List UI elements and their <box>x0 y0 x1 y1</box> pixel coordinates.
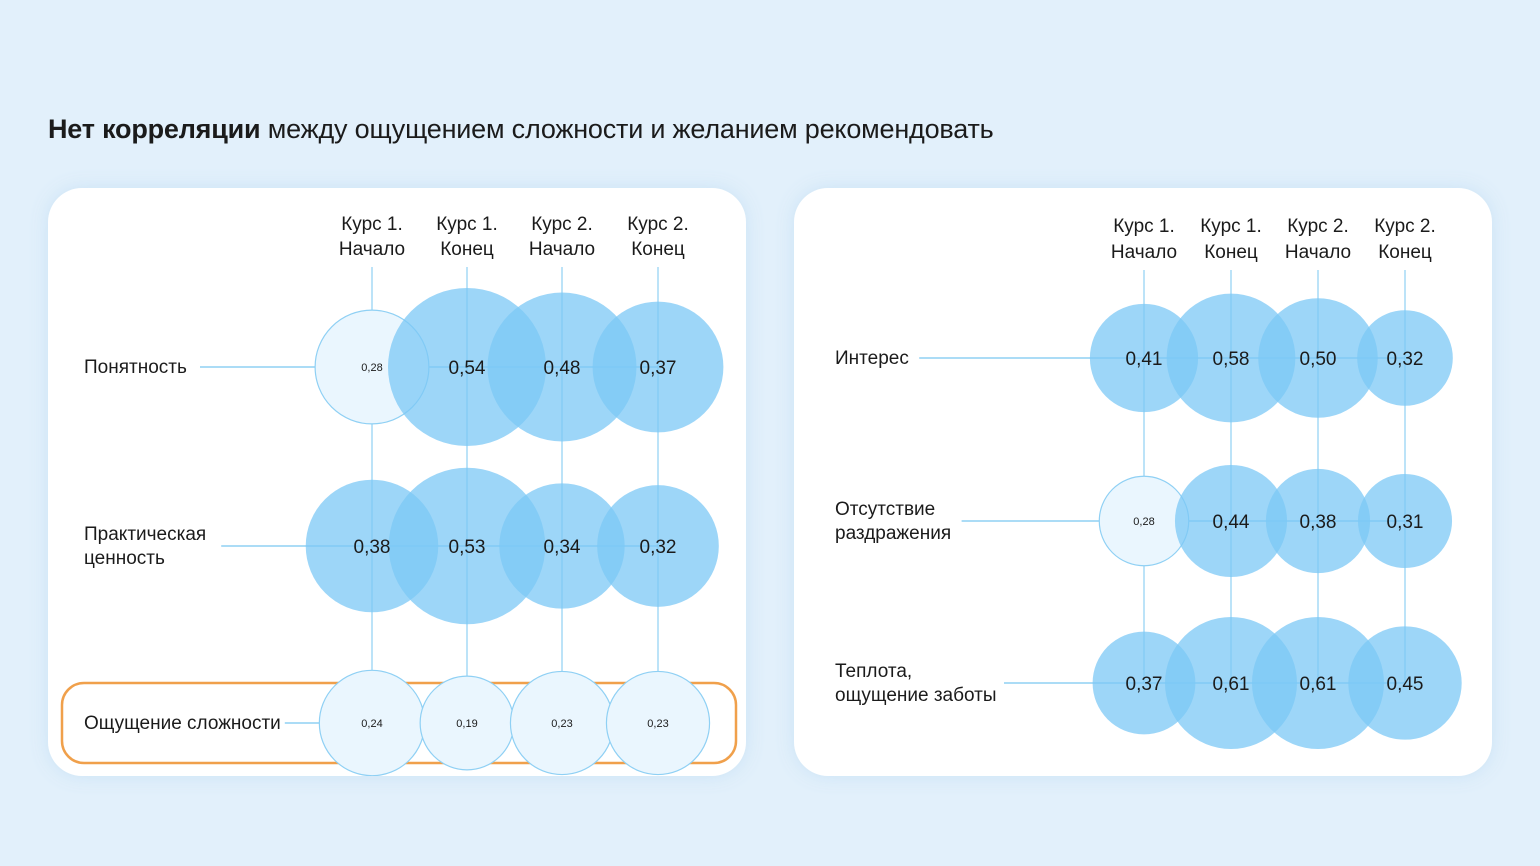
column-header: Начало <box>1110 242 1178 263</box>
data-label: 0,53 <box>448 537 486 558</box>
data-label: 0,48 <box>543 358 581 379</box>
data-label: 0,45 <box>1386 674 1424 695</box>
data-label: 0,32 <box>639 537 677 558</box>
column-header: Курс 2. <box>1374 216 1436 237</box>
row-label: Отсутствие <box>835 499 936 520</box>
column-header: Курс 1. <box>341 214 403 235</box>
data-label: 0,32 <box>1386 349 1424 370</box>
column-header: Конец <box>631 239 685 260</box>
data-label: 0,37 <box>639 358 677 379</box>
column-header: Курс 2. <box>531 214 593 235</box>
data-label: 0,23 <box>647 718 669 730</box>
column-header: Курс 1. <box>436 214 498 235</box>
column-header: Курс 2. <box>627 214 689 235</box>
column-header: Начало <box>338 239 406 260</box>
row-label: Теплота, <box>835 661 913 682</box>
data-label: 0,61 <box>1299 674 1337 695</box>
column-header: Курс 2. <box>1287 216 1349 237</box>
data-label: 0,37 <box>1125 674 1163 695</box>
row-label: Понятность <box>84 357 187 378</box>
data-label: 0,41 <box>1125 349 1163 370</box>
chart-card-left <box>48 188 746 776</box>
row-label: ощущение заботы <box>835 685 997 706</box>
data-label: 0,50 <box>1299 349 1337 370</box>
title-rest: между ощущением сложности и желанием рекомендовать <box>260 114 994 144</box>
column-header: Конец <box>1204 242 1258 263</box>
column-header: Конец <box>440 239 494 260</box>
data-label: 0,28 <box>1133 516 1155 528</box>
data-label: 0,44 <box>1212 512 1250 533</box>
row-label: Интерес <box>835 348 909 369</box>
column-header: Начало <box>528 239 596 260</box>
data-label: 0,24 <box>361 718 383 730</box>
data-label: 0,61 <box>1212 674 1250 695</box>
data-label: 0,23 <box>551 718 573 730</box>
data-label: 0,19 <box>456 718 478 730</box>
row-label: Ощущение сложности <box>84 713 281 734</box>
title-bold: Нет корреляции <box>48 114 261 144</box>
bubble-chart-right <box>794 188 1492 776</box>
column-header: Курс 1. <box>1200 216 1262 237</box>
row-label: ценность <box>84 548 165 569</box>
chart-card-right <box>794 188 1492 776</box>
row-label: раздражения <box>835 523 952 544</box>
page-title <box>48 114 994 145</box>
data-label: 0,38 <box>1299 512 1337 533</box>
data-label: 0,31 <box>1386 512 1424 533</box>
data-label: 0,38 <box>353 537 391 558</box>
row-label: Практическая <box>84 524 207 545</box>
data-label: 0,58 <box>1212 349 1250 370</box>
data-label: 0,34 <box>543 537 581 558</box>
column-header: Курс 1. <box>1113 216 1175 237</box>
column-header: Начало <box>1284 242 1352 263</box>
column-header: Конец <box>1378 242 1432 263</box>
data-label: 0,28 <box>361 362 383 374</box>
bubble-chart-left <box>48 188 746 776</box>
data-label: 0,54 <box>448 358 486 379</box>
